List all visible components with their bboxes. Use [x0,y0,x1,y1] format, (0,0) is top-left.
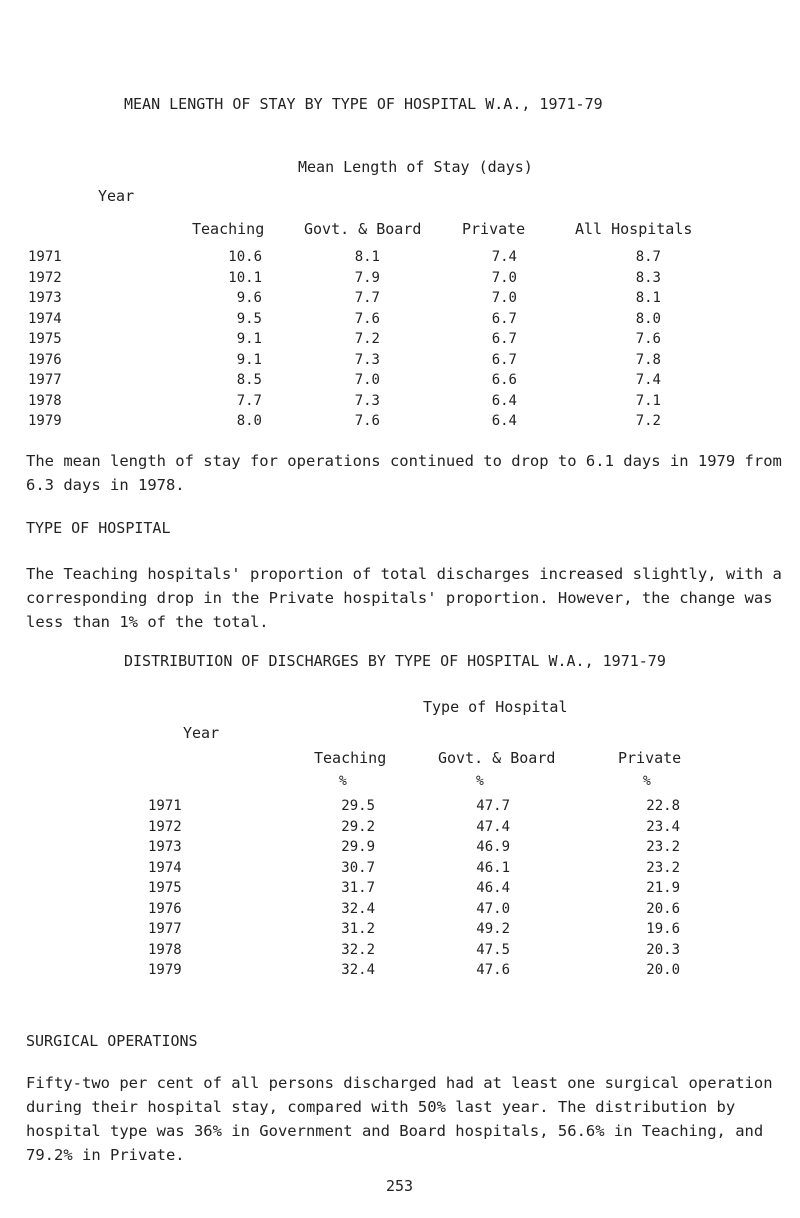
table2-year-cell: 1977 [148,921,182,937]
table2-teaching-cell: 32.4 [341,900,375,917]
table1-header-teaching: Teaching [192,220,265,238]
table2-year-cell: 1976 [148,900,182,917]
table1-govt-cell: 7.9 [354,269,380,286]
table1-all-cell: 7.2 [635,413,661,429]
table1-teaching-cell: 8.0 [236,413,262,429]
table1-year-cell: 1972 [28,269,62,286]
table2-title: DISTRIBUTION OF DISCHARGES BY TYPE OF HOSPITAL W.A., 1971-79 [124,652,666,670]
table2-teaching-cell: 30.7 [341,859,375,876]
table2-teaching-cell: 31.7 [341,880,375,896]
table1-all-cell: 7.1 [635,392,661,409]
table2-govt-cell: 47.4 [476,818,510,835]
table2-teaching-cell: 31.2 [341,921,375,937]
table2-govt-cell: 46.9 [476,839,510,855]
table1-teaching-cell: 9.1 [236,351,262,368]
table2-unit-teaching: % [339,774,347,789]
table1-year-cell: 1979 [28,413,62,429]
table2-private-cell: 23.4 [646,818,680,835]
table1-govt-cell: 7.6 [354,310,380,327]
table2-year-cell: 1972 [148,818,182,835]
table1-private-cell: 7.0 [491,269,517,286]
heading-type-of-hospital: TYPE OF HOSPITAL [26,519,171,537]
table2-year-cell: 1971 [148,798,182,814]
table1-teaching-cell: 10.6 [228,249,262,265]
table1-header-all: All Hospitals [575,220,693,238]
table1-private-cell: 6.7 [491,351,517,368]
table2-caption: Type of Hospital [423,698,568,716]
table1-teaching-cell: 10.1 [228,269,262,286]
table2-teaching-cell: 29.9 [341,839,375,855]
table1-teaching-cell: 7.7 [236,392,262,409]
table1-header-govt: Govt. & Board [304,220,422,238]
table1-govt-cell: 8.1 [354,249,380,265]
table1-private-cell: 6.4 [491,413,517,429]
table2-private-cell: 23.2 [646,839,680,855]
table1-year-cell: 1975 [28,331,62,347]
table2-teaching-cell: 32.2 [341,941,375,958]
table1-year-cell: 1971 [28,249,62,265]
table1-govt-cell: 7.0 [354,372,380,388]
table2-govt-cell: 46.1 [476,859,510,876]
table1-year-cell: 1977 [28,372,62,388]
table2-private-cell: 20.0 [646,962,680,978]
table2-header-teaching: Teaching [314,749,387,767]
table1-govt-cell: 7.3 [354,392,380,409]
table1-all-cell: 8.7 [635,249,661,265]
table2-govt-cell: 49.2 [476,921,510,937]
table2-govt-cell: 47.0 [476,900,510,917]
table1-private-cell: 6.7 [491,331,517,347]
table2-teaching-cell: 32.4 [341,962,375,978]
table2-private-cell: 19.6 [646,921,680,937]
table1-year-cell: 1973 [28,290,62,306]
table1-all-cell: 7.4 [635,372,661,388]
table1-govt-cell: 7.7 [354,290,380,306]
table1-teaching-cell: 9.1 [236,331,262,347]
table1-caption: Mean Length of Stay (days) [298,158,533,176]
heading-surgical-operations: SURGICAL OPERATIONS [26,1032,198,1050]
table1-all-cell: 7.6 [635,331,661,347]
table1-header-private: Private [462,220,526,238]
table2-unit-private: % [643,774,651,789]
table2-private-cell: 20.3 [646,941,680,958]
paragraph-operations: The mean length of stay for operations continued to drop to 6.1 days in 1979 from 6.3 days in 1978. [26,452,782,494]
table2-private-cell: 20.6 [646,900,680,917]
table1-year-label: Year [98,187,135,205]
table1-teaching-cell: 9.5 [236,310,262,327]
table2-teaching-cell: 29.2 [341,818,375,835]
table2-private-cell: 21.9 [646,880,680,896]
table2-year-cell: 1974 [148,859,182,876]
table2-govt-cell: 47.7 [476,798,510,814]
table1-private-cell: 6.4 [491,392,517,409]
table2-year-cell: 1973 [148,839,182,855]
table1-title: MEAN LENGTH OF STAY BY TYPE OF HOSPITAL W.A., 1971-79 [124,95,603,113]
table1-private-cell: 6.6 [491,372,517,388]
table1-year-cell: 1976 [28,351,62,368]
page-number: 253 [386,1177,414,1195]
paragraph-surgical-operations: Fifty-two per cent of all persons discharged had at least one surgical operation during their hospital stay, compared with 50% last year. The distribution by hospital type was 36% in Government and Board hospitals, 56.6% in Teaching, and 79.2% in Private. [26,1074,773,1164]
table2-header-govt: Govt. & Board [438,749,556,767]
table2-unit-govt: % [476,774,484,789]
table2-year-cell: 1979 [148,962,182,978]
table2-govt-cell: 46.4 [476,880,510,896]
table1-all-cell: 7.8 [635,351,661,368]
table2-header-private: Private [618,749,682,767]
table2-year-cell: 1978 [148,941,182,958]
table1-govt-cell: 7.2 [354,331,380,347]
table1-private-cell: 6.7 [491,310,517,327]
table2-govt-cell: 47.6 [476,962,510,978]
table1-private-cell: 7.4 [491,249,517,265]
table1-year-cell: 1974 [28,310,62,327]
table2-govt-cell: 47.5 [476,941,510,958]
table2-year-label: Year [183,724,220,742]
table1-teaching-cell: 8.5 [236,372,262,388]
table1-all-cell: 8.1 [635,290,661,306]
table2-private-cell: 23.2 [646,859,680,876]
table1-private-cell: 7.0 [491,290,517,306]
table1-year-cell: 1978 [28,392,62,409]
table2-year-cell: 1975 [148,880,182,896]
table2-private-cell: 22.8 [646,798,680,814]
table1-all-cell: 8.0 [635,310,661,327]
table1-govt-cell: 7.6 [354,413,380,429]
table1-govt-cell: 7.3 [354,351,380,368]
table1-teaching-cell: 9.6 [236,290,262,306]
table1-all-cell: 8.3 [635,269,661,286]
table2-teaching-cell: 29.5 [341,798,375,814]
paragraph-type-of-hospital: The Teaching hospitals' proportion of total discharges increased slightly, with a corresponding drop in the Private hospitals' proportion. However, the change was less than 1% of the total. [26,565,782,631]
